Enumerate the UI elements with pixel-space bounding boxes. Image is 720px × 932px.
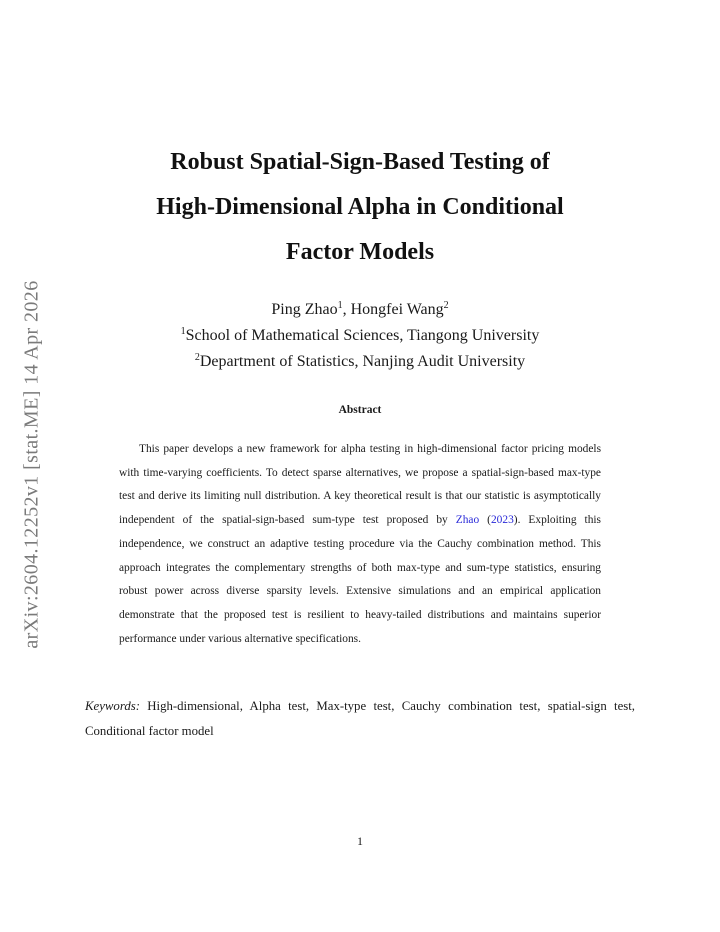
affiliation-1-mark: 1 <box>180 326 186 337</box>
keywords-label: Keywords: <box>85 699 140 713</box>
author-1-affil-mark: 1 <box>337 300 343 311</box>
citation-author-link[interactable]: Zhao <box>455 514 480 527</box>
author-separator: , <box>342 301 351 318</box>
title-line-3: Factor Models <box>285 239 435 265</box>
abstract-body <box>119 438 601 651</box>
citation-year-link[interactable]: 2023 <box>490 514 514 527</box>
title-line-2: High-Dimensional Alpha in Conditional <box>156 194 564 220</box>
arxiv-stamp-text: arXiv:2604.12252v1 [stat.ME] 14 Apr 2026 <box>20 279 43 649</box>
affiliation-1-text: School of Mathematical Sciences, Tiangong University <box>185 327 540 344</box>
keywords <box>85 694 635 744</box>
abstract-text-part-2: . Exploiting this independence, we construct an adaptive testing procedure via the Cauchy combination method. This approach integrates the complementary strengths of both max-type and sum-type statistics, ensuring robust power across diverse sparsity levels. Extensive simulations and an empirical application demonstrate that the proposed test is resilient to heavy-tailed distributions and maintains superior performance under various alternative specifications. <box>119 514 601 645</box>
paper-title <box>100 140 620 275</box>
citation-close-paren: ) <box>513 514 518 527</box>
affiliation-2-mark: 2 <box>194 352 200 363</box>
author-1-name: Ping Zhao <box>271 301 338 318</box>
arxiv-stamp <box>12 248 52 680</box>
affiliation-1 <box>100 323 620 349</box>
title-line-1: Robust Spatial-Sign-Based Testing of <box>170 149 550 175</box>
abstract-text-part-1: This paper develops a new framework for alpha testing in high-dimensional factor pricing models with time-varying coefficients. To detect sparse alternatives, we propose a spatial-sign-based max-type test and derive its limiting null distribution. A key theoretical result is that our statistic is asymptotically independent of the spatial-sign-based sum-type test proposed by <box>119 443 601 527</box>
keywords-list: High-dimensional, Alpha test, Max-type test, Cauchy combination test, spatial-sign test, Conditional factor model <box>85 699 635 738</box>
affiliation-2-text: Department of Statistics, Nanjing Audit University <box>199 353 526 370</box>
affiliation-2 <box>100 349 620 375</box>
author-block <box>100 297 620 375</box>
author-line <box>100 297 620 323</box>
author-2-affil-mark: 2 <box>443 300 449 311</box>
page-number: 1 <box>357 834 363 848</box>
author-2-name: Hongfei Wang <box>350 301 444 318</box>
abstract-heading: Abstract <box>338 404 382 416</box>
citation-open-paren: ( <box>479 514 491 527</box>
